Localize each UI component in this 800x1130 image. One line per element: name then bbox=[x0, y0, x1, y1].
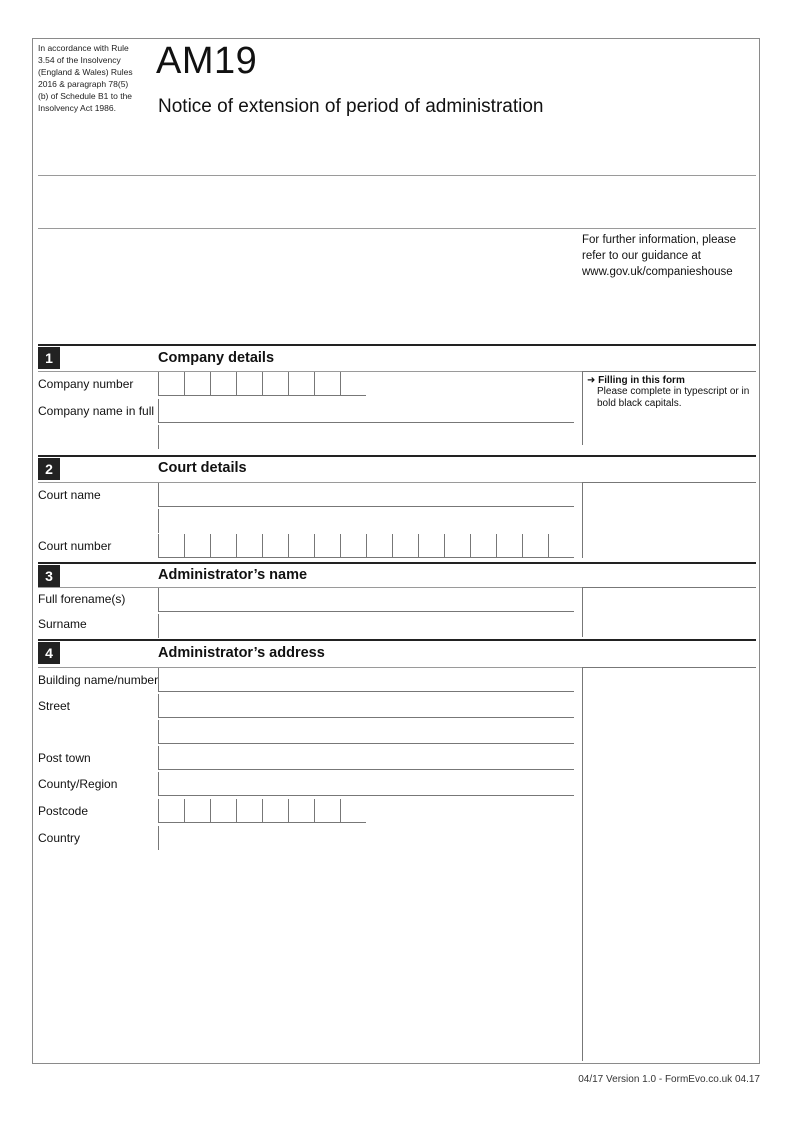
building-label: Building name/number bbox=[38, 673, 159, 687]
street-input[interactable] bbox=[158, 694, 574, 718]
court-number-label: Court number bbox=[38, 539, 112, 553]
header-divider-2 bbox=[38, 228, 756, 229]
section-number: 3 bbox=[38, 565, 60, 587]
section-rule bbox=[38, 639, 756, 641]
surname-input[interactable] bbox=[158, 614, 574, 638]
county-label: County/Region bbox=[38, 777, 118, 791]
section-title: Company details bbox=[158, 350, 275, 366]
country-input[interactable] bbox=[158, 826, 574, 850]
forenames-label: Full forename(s) bbox=[38, 592, 126, 606]
post-town-input[interactable] bbox=[158, 746, 574, 770]
arrow-right-icon: ➜ bbox=[587, 375, 596, 386]
section-title: Administrator’s name bbox=[158, 567, 308, 583]
guidance-text: For further information, please refer to our guidance at www.gov.uk/companieshouse bbox=[582, 234, 737, 278]
country-label: Country bbox=[38, 831, 81, 845]
section-rule bbox=[38, 344, 756, 346]
court-name-input[interactable] bbox=[158, 483, 574, 507]
section-rule bbox=[38, 455, 756, 457]
company-name-label: Company name in full bbox=[38, 404, 155, 418]
street-input-line2[interactable] bbox=[158, 720, 574, 744]
postcode-input[interactable] bbox=[158, 799, 366, 823]
court-number-input[interactable] bbox=[158, 534, 574, 558]
street-label: Street bbox=[38, 699, 71, 713]
note-body: Please complete in typescript or in bold black capitals. bbox=[597, 386, 750, 409]
note-title: Filling in this form bbox=[598, 375, 685, 386]
surname-label: Surname bbox=[38, 617, 87, 631]
building-input[interactable] bbox=[158, 668, 574, 692]
legal-reference: In accordance with Rule 3.54 of the Insolvency (England & Wales) Rules 2016 & paragraph 78(5)(b) of Schedule B1 to the Insolvency Act 1986. bbox=[38, 43, 133, 113]
postcode-label: Postcode bbox=[38, 804, 89, 818]
filling-note bbox=[582, 371, 756, 445]
name-note-box bbox=[582, 587, 756, 637]
section-rule bbox=[38, 562, 756, 564]
company-name-input-line2[interactable] bbox=[158, 425, 574, 449]
company-number-label: Company number bbox=[38, 377, 134, 391]
court-note-box bbox=[582, 482, 756, 558]
forenames-input[interactable] bbox=[158, 588, 574, 612]
address-note-box bbox=[582, 667, 756, 1061]
company-number-input[interactable] bbox=[158, 372, 366, 396]
header-divider bbox=[38, 175, 756, 176]
section-title: Administrator’s address bbox=[158, 645, 325, 661]
footer-version: 04/17 Version 1.0 - FormEvo.co.uk 04.17 bbox=[578, 1074, 760, 1085]
county-input[interactable] bbox=[158, 772, 574, 796]
section-number: 2 bbox=[38, 458, 60, 480]
post-town-label: Post town bbox=[38, 751, 91, 765]
section-number: 1 bbox=[38, 347, 60, 369]
form-title: Notice of extension of period of administration bbox=[158, 96, 544, 117]
section-number: 4 bbox=[38, 642, 60, 664]
form-code: AM19 bbox=[156, 40, 258, 82]
section-title: Court details bbox=[158, 460, 247, 476]
court-name-label: Court name bbox=[38, 488, 101, 502]
court-name-input-line2[interactable] bbox=[158, 509, 574, 533]
company-name-input[interactable] bbox=[158, 399, 574, 423]
